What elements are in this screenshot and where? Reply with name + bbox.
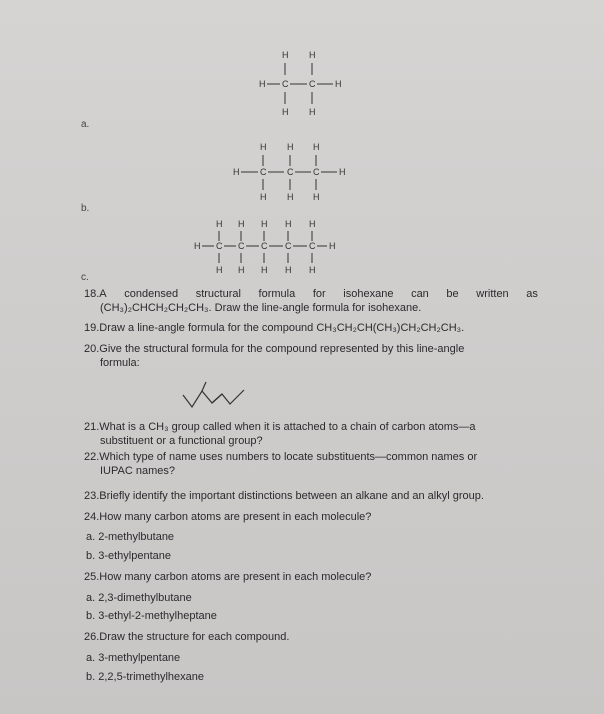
atom-h: H	[309, 107, 316, 117]
atom-c: C	[261, 241, 268, 251]
atom-c: C	[309, 79, 316, 89]
atom-h: H	[260, 192, 267, 202]
question-text: Briefly identify the important distinctions between an alkane and an alkyl group.	[99, 490, 484, 502]
word: A	[99, 288, 107, 300]
atom-c: C	[216, 241, 223, 251]
word: be	[446, 288, 459, 300]
question-number: 26.	[84, 631, 100, 643]
word: as	[526, 288, 538, 300]
question-26	[84, 630, 554, 644]
question-text: What is a CH₃ group called when it is attached to a chain of carbon atoms—a	[99, 421, 476, 433]
atom-c: C	[309, 241, 316, 251]
question-24-a: a. 2-methylbutane	[86, 531, 175, 543]
atom-h: H	[287, 142, 294, 152]
question-number: 23.	[84, 490, 100, 502]
question-number: 25.	[84, 571, 100, 583]
atom-h: H	[285, 265, 292, 275]
question-26-a: a. 3-methylpentane	[86, 652, 181, 664]
atom-h: H	[313, 192, 320, 202]
atom-h: H	[309, 219, 316, 229]
word: written	[476, 288, 509, 300]
atom-h: H	[259, 79, 266, 89]
structure-pentane	[194, 219, 336, 275]
question-number: 18.	[84, 288, 100, 300]
word: condensed	[124, 288, 179, 300]
question-22	[84, 450, 554, 478]
question-25-a: a. 2,3-dimethylbutane	[86, 592, 192, 604]
question-18	[84, 287, 538, 315]
question-26-b: b. 2,2,5-trimethylhexane	[86, 671, 205, 683]
atom-h: H	[238, 265, 245, 275]
word: for	[312, 288, 326, 300]
question-number: 19.	[84, 322, 100, 334]
question-19	[84, 321, 554, 335]
question-18-line1	[84, 287, 538, 301]
atom-h: H	[339, 167, 346, 177]
atom-h: H	[313, 142, 320, 152]
question-21	[84, 420, 554, 448]
question-23	[84, 489, 554, 503]
structure-ethane	[259, 50, 342, 117]
atom-h: H	[335, 79, 342, 89]
atom-h: H	[309, 265, 316, 275]
atom-c: C	[287, 167, 294, 177]
atom-h: H	[261, 219, 268, 229]
question-25-b: b. 3-ethyl-2-methylheptane	[86, 610, 217, 622]
atom-h: H	[261, 265, 268, 275]
atom-h: H	[260, 142, 267, 152]
atom-c: C	[260, 167, 267, 177]
part-label-b: b.	[81, 203, 90, 214]
question-number: 24.	[84, 511, 100, 523]
question-number: 22.	[84, 451, 100, 463]
question-22-line2: IUPAC names?	[100, 465, 175, 477]
structure-propane	[233, 142, 346, 202]
atom-h: H	[282, 107, 289, 117]
atom-h: H	[194, 241, 201, 251]
atom-h: H	[233, 167, 240, 177]
atom-h: H	[309, 50, 316, 60]
question-text: How many carbon atoms are present in each molecule?	[99, 571, 372, 583]
atom-c: C	[285, 241, 292, 251]
question-text: Draw the structure for each compound.	[99, 631, 290, 643]
line-angle-formula	[180, 380, 250, 415]
part-label-c: c.	[81, 272, 89, 283]
question-24	[84, 510, 554, 524]
word: isohexane	[343, 288, 394, 300]
question-20-line2: formula:	[100, 357, 140, 369]
atom-h: H	[238, 219, 245, 229]
question-25	[84, 570, 554, 584]
question-text: Which type of name uses numbers to locate substituents—common names or	[99, 451, 478, 463]
atom-h: H	[287, 192, 294, 202]
question-20	[84, 342, 554, 370]
atom-h: H	[282, 50, 289, 60]
word: formula	[258, 288, 296, 300]
structural-formulas	[0, 0, 604, 290]
atom-h: H	[216, 219, 223, 229]
question-24-b: b. 3-ethylpentane	[86, 550, 172, 562]
question-number: 21.	[84, 421, 100, 433]
question-text: How many carbon atoms are present in each molecule?	[99, 511, 372, 523]
question-text: Draw a line-angle formula for the compound CH₃CH₂CH(CH₃)CH₂CH₂CH₃.	[99, 322, 465, 334]
atom-c: C	[282, 79, 289, 89]
atom-h: H	[285, 219, 292, 229]
question-number: 20.	[84, 343, 100, 355]
atom-c: C	[238, 241, 245, 251]
question-text: Give the structural formula for the compound represented by this line-angle	[99, 343, 465, 355]
part-label-a: a.	[81, 119, 90, 130]
word: structural	[195, 288, 241, 300]
question-18-line2: (CH₃)₂CHCH₂CH₂CH₃. Draw the line-angle formula for isohexane.	[100, 302, 422, 314]
atom-c: C	[313, 167, 320, 177]
word: can	[411, 288, 429, 300]
atom-h: H	[329, 241, 336, 251]
atom-h: H	[216, 265, 223, 275]
question-21-line2: substituent or a functional group?	[100, 435, 263, 447]
